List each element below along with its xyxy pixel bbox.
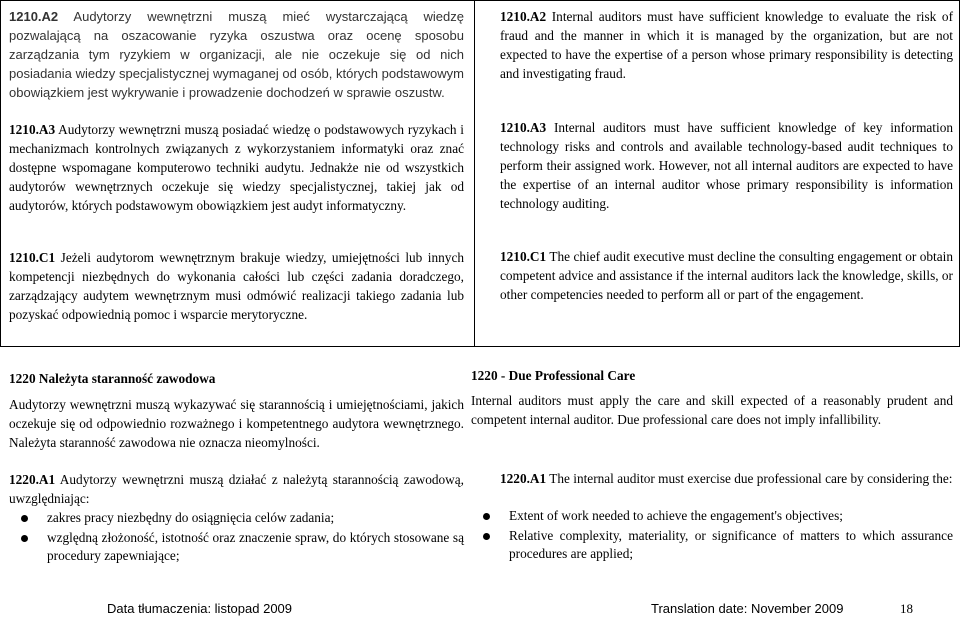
footer-translation-date-pl: Data tłumaczenia: listopad 2009 xyxy=(107,601,293,616)
pl-1210-a2 xyxy=(9,7,464,102)
pl-1220-a1-code: 1220.A1 xyxy=(9,472,56,487)
pl-1220-heading: 1220 Należyta staranność zawodowa xyxy=(9,371,216,386)
pl-1210-a3-code: 1210.A3 xyxy=(9,122,56,137)
list-item-text: zakres pracy niezbędny do osiągnięcia celów zadania; xyxy=(47,510,335,525)
list-item xyxy=(9,529,464,565)
pl-1210-c1-code: 1210.C1 xyxy=(9,250,56,265)
pl-1210-a2-text: Audytorzy wewnętrzni muszą mieć wystarczającą wiedzę pozwalającą na oszacowanie ryzyka oszustwa oraz ocenę sposobu zarządzania tym ryzykiem w organizacji, ale nie oczekuje się od nich posiadania wiedzy specjalistycznej wymaganej od osób, których podstawowym obowiązkiem jest wykrywanie i prowadzenie dochodzeń w sprawie oszustw. xyxy=(9,9,464,100)
pl-1210-a3-text: Audytorzy wewnętrzni muszą posiadać wiedzę o podstawowych ryzykach i mechanizmach kontrolnych związanych z wykorzystaniem informatyki oraz znać dostępne wspomagane komputerowo techniki audytu. Jednakże nie od wszystkich audytorów wewnętrznych oczekuje się wiedzy specjalistycznej, takiej jak od audytorów, których podstawowym obowiązkiem jest audyt informatyczny. xyxy=(9,122,464,213)
en-1210-a3-text: Internal auditors must have sufficient knowledge of key information technology risks and controls and available technology-based audit techniques to perform their assigned work. However, not all internal auditors are expected to have the expertise of an internal auditor whose primary responsibility is information technology auditing. xyxy=(500,120,953,211)
en-1220-a1 xyxy=(500,469,953,488)
list-item xyxy=(471,527,953,563)
pl-1220-a1-list xyxy=(9,509,464,565)
pl-1220-a1 xyxy=(9,470,464,508)
pl-1210-c1 xyxy=(9,248,464,324)
list-item xyxy=(9,509,464,527)
list-item xyxy=(471,507,953,525)
en-1210-c1-text: The chief audit executive must decline the consulting engagement or obtain competent advice and assistance if the internal auditors lack the knowledge, skills, or other competencies needed to perform all or part of the engagement. xyxy=(500,249,953,302)
pl-1210-c1-text: Jeżeli audytorom wewnętrznym brakuje wiedzy, umiejętności lub innych kompetencji niezbędnych do wykonania całości lub części zadania doradczego, zarządzający audytem wewnętrznym musi odmówić realizacji takiego zadania lub pozyskać odpowiednią pomoc i wsparcie merytoryczne. xyxy=(9,250,464,322)
pl-1210-a3 xyxy=(9,120,464,215)
en-1220-a1-code: 1220.A1 xyxy=(500,471,547,486)
page-number: 18 xyxy=(900,601,913,616)
en-1210-a2-code: 1210.A2 xyxy=(500,9,547,24)
en-1220-a1-text: The internal auditor must exercise due professional care by considering the: xyxy=(546,471,953,486)
pl-1220-text: Audytorzy wewnętrzni muszą wykazywać się starannością i umiejętnościami, jakich oczekuje się od odpowiednio rozważnego i kompetentnego audytora wewnętrznego. Należyta staranność zawodowa nie oznacza nieomylności. xyxy=(9,397,464,450)
list-item-text: Extent of work needed to achieve the engagement's objectives; xyxy=(509,508,843,523)
en-1220-a1-list xyxy=(471,507,953,563)
pl-1220-a1-text: Audytorzy wewnętrzni muszą działać z należytą starannością zawodową, uwzględniając: xyxy=(9,472,464,506)
pl-1210-a2-code: 1210.A2 xyxy=(9,9,59,24)
footer-translation-date-en: Translation date: November 2009 xyxy=(651,601,844,616)
list-item-text: Relative complexity, materiality, or significance of matters to which assurance procedures are applied; xyxy=(509,528,953,561)
bullet-icon xyxy=(21,535,28,542)
bullet-icon xyxy=(21,515,28,522)
en-1220-heading: 1220 - Due Professional Care xyxy=(471,368,636,383)
en-1210-c1-code: 1210.C1 xyxy=(500,249,547,264)
en-1220-text: Internal auditors must apply the care and skill expected of a reasonably prudent and competent internal auditor. Due professional care does not imply infallibility. xyxy=(471,393,953,427)
bullet-icon xyxy=(483,513,490,520)
en-1210-a3 xyxy=(500,118,953,213)
en-1210-a2-text: Internal auditors must have sufficient knowledge to evaluate the risk of fraud and the manner in which it is managed by the organization, but are not expected to have the expertise of a person whose primary responsibility is detecting and investigating fraud. xyxy=(500,9,953,81)
en-1210-c1 xyxy=(500,247,953,304)
en-1210-a3-code: 1210.A3 xyxy=(500,120,547,135)
bullet-icon xyxy=(483,533,490,540)
en-1210-a2 xyxy=(500,7,953,83)
list-item-text: względną złożoność, istotność oraz znaczenie spraw, do których stosowane są procedury zapewniające; xyxy=(47,530,464,563)
